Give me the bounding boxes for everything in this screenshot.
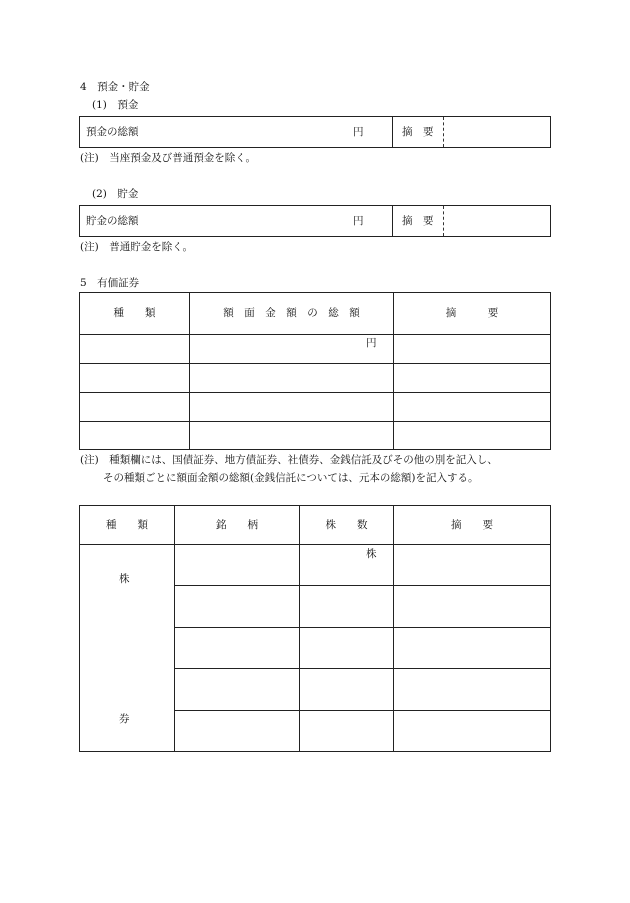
table1-row-divider xyxy=(80,421,550,422)
table2-header-brand: 銘 柄 xyxy=(216,519,258,531)
deposit-remarks-label: 摘 要 xyxy=(402,126,434,138)
deposit-remarks-dash xyxy=(443,117,444,147)
table1-yen-unit: 円 xyxy=(366,337,377,349)
table1-header-face-value-total: 額 面 金 額 の 総 額 xyxy=(223,307,360,319)
section4-heading: 4 預金・貯金 xyxy=(80,81,150,93)
securities-note-line1: (注) 種類欄には、国債証券、地方債証券、社債券、金銭信託及びその他の別を記入し、 xyxy=(80,454,498,466)
securities-table xyxy=(79,292,551,450)
table2-row-divider xyxy=(175,585,550,586)
table2-shares-unit: 株 xyxy=(366,548,377,560)
section5-heading: 5 有価証券 xyxy=(80,277,140,289)
savings-divider xyxy=(392,206,393,236)
securities-note-line2: その種類ごとに額面金額の総額(金銭信託については、元本の総額)を記入する。 xyxy=(103,472,479,484)
deposit-total-label: 預金の総額 xyxy=(86,126,139,138)
deposit-subheading: (1) 預金 xyxy=(92,99,139,111)
deposit-note: (注) 当座預金及び普通預金を除く。 xyxy=(80,152,256,164)
table1-row-divider xyxy=(80,334,550,335)
table1-header-kind: 種 類 xyxy=(113,307,156,319)
table2-row-divider xyxy=(175,668,550,669)
savings-remarks-label: 摘 要 xyxy=(402,215,434,227)
table2-row-divider xyxy=(175,710,550,711)
table2-col-divider-1 xyxy=(174,506,175,751)
table1-row-divider xyxy=(80,392,550,393)
table2-col-divider-3 xyxy=(393,506,394,751)
deposit-divider xyxy=(392,117,393,147)
stocks-table xyxy=(79,505,551,752)
savings-subheading: (2) 貯金 xyxy=(92,188,139,200)
table1-header-remarks: 摘 要 xyxy=(445,307,499,319)
table2-header-remarks: 摘 要 xyxy=(451,519,493,531)
savings-yen-unit: 円 xyxy=(353,215,364,227)
deposit-yen-unit: 円 xyxy=(353,126,364,138)
table2-kind-certificate: 券 xyxy=(119,713,130,725)
table2-row-divider xyxy=(175,627,550,628)
savings-remarks-dash xyxy=(443,206,444,236)
table2-col-divider-2 xyxy=(299,506,300,751)
savings-total-label: 貯金の総額 xyxy=(86,215,139,227)
table2-kind-stock: 株 xyxy=(119,573,130,585)
table2-header-divider xyxy=(80,544,550,545)
table2-header-kind: 種 類 xyxy=(106,519,148,531)
deposit-box xyxy=(79,116,551,148)
table2-header-shares: 株 数 xyxy=(325,519,368,531)
savings-note: (注) 普通貯金を除く。 xyxy=(80,241,193,253)
savings-box xyxy=(79,205,551,237)
table1-row-divider xyxy=(80,363,550,364)
